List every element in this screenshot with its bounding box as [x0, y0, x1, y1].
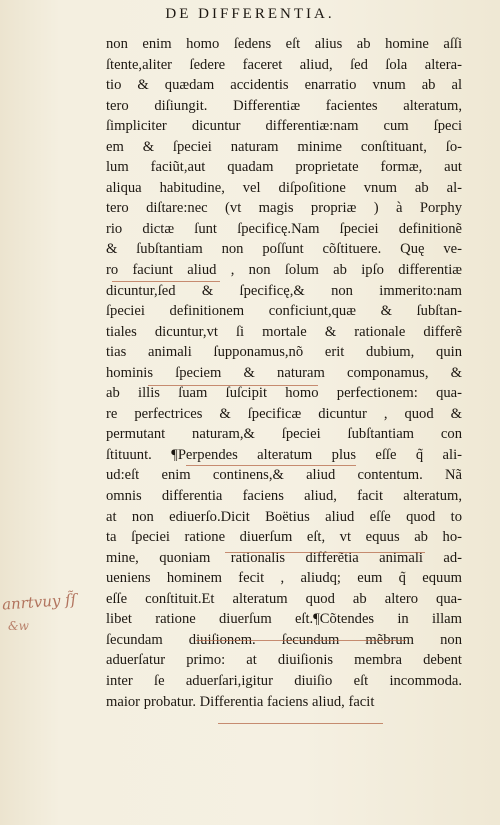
- text-line: omnis differentia faciens aliud, facit alteratum,: [106, 488, 462, 505]
- text-line: re perfectrices & ſpecificæ dicuntur , quod &: [106, 405, 462, 422]
- annotation-underline: [196, 640, 406, 641]
- text-line: tiales dicuntur,vt ſi mortale & rationale differẽ: [106, 323, 462, 340]
- text-line: tio & quædam accidentis enarratio vnum ab al: [106, 77, 462, 94]
- annotation-underline: [148, 385, 318, 386]
- text-line: libet ratione diuerſum eſt.¶Cõtendes in illam: [106, 611, 462, 628]
- text-line: ueniens hominem fecit , aliudq; eum q̃ equum: [106, 570, 462, 587]
- handwritten-margin-note: &w: [8, 619, 29, 633]
- text-line: tias animali ſupponamus,nõ erit dubium, quin: [106, 344, 462, 361]
- text-line: ta ſpeciei ratione diuerſum eſt, vt equus ab ho-: [106, 529, 462, 546]
- text-line: em & ſpeciei naturam minime conſtituant, ſo-: [106, 138, 462, 155]
- handwritten-margin-note: anrtvuy ſ̃ſ: [1, 590, 77, 614]
- text-line: ſimpliciter dicuntur differentiæ:nam cum ſpeci: [106, 118, 462, 135]
- text-line: tero diſiungit. Differentiæ facientes alteratum,: [106, 97, 462, 114]
- text-line: permutant naturam,& ſpeciei ſubſtantiam con: [106, 426, 462, 443]
- annotation-underline: [225, 552, 425, 553]
- annotation-underline: [186, 465, 356, 466]
- text-line: ſtituunt. ¶Perpendes alteratum plus eſſe q̃ ali-: [106, 446, 462, 463]
- text-line: ud:eſt enim continens,& aliud contentum. Nã: [106, 467, 462, 484]
- text-line: ſpeciei definitionem conficiunt,quæ & ſubſtan-: [106, 303, 462, 320]
- body-text: [106, 34, 462, 712]
- annotation-underline: [218, 723, 383, 724]
- text-line: at non ediuerſo.Dicit Boëtius aliud eſſe quod to: [106, 508, 462, 525]
- text-line: aduerſatur primo: at diuiſionis membra debent: [106, 652, 462, 669]
- text-line: ab illis ſuam ſuſcipit homo perfectionem: qua-: [106, 385, 462, 402]
- text-line: rio dictæ ſunt ſpecificę.Nam ſpeciei definitionẽ: [106, 220, 462, 237]
- text-line: tero diſtare:nec (vt magis propriæ ) à Porphy: [106, 200, 462, 217]
- text-line: dicuntur,ſed & ſpecificę,& non immerito:nam: [106, 282, 462, 299]
- text-line: non enim homo ſedens eſt alius ab homine aſſi: [106, 36, 462, 52]
- text-line: eſſe conſtituit.Et alteratum quod ab altero qua-: [106, 590, 462, 607]
- running-head: DE DIFFERENTIA.: [165, 6, 335, 22]
- text-line: mine, quoniam rationalis differẽtia animali ad-: [106, 549, 462, 566]
- text-line: ro faciunt aliud , non ſolum ab ipſo differentiæ: [106, 262, 462, 279]
- text-line: lum faciũt,aut quadam proprietate formæ, aut: [106, 159, 462, 176]
- text-line: maior probatur. Differentia faciens aliud, facit: [106, 693, 375, 710]
- text-line: aliqua habitudine, vel diſpoſitione vnum ab al-: [106, 179, 462, 196]
- text-line: ſtente,aliter ſedere faceret aliud, ſed ſola altera-: [106, 56, 462, 73]
- text-line: ſecundam diuiſionem. ſecundum mẽbrum non: [106, 631, 462, 648]
- annotation-underline: [112, 281, 220, 282]
- text-line: inter ſe aduerſari,igitur diuiſio eſt incommoda.: [106, 672, 462, 689]
- text-line: hominis ſpeciem & naturam componamus, &: [106, 364, 462, 381]
- text-line: & ſubſtantiam non poſſunt cõſtituere. Quę ve-: [106, 241, 462, 258]
